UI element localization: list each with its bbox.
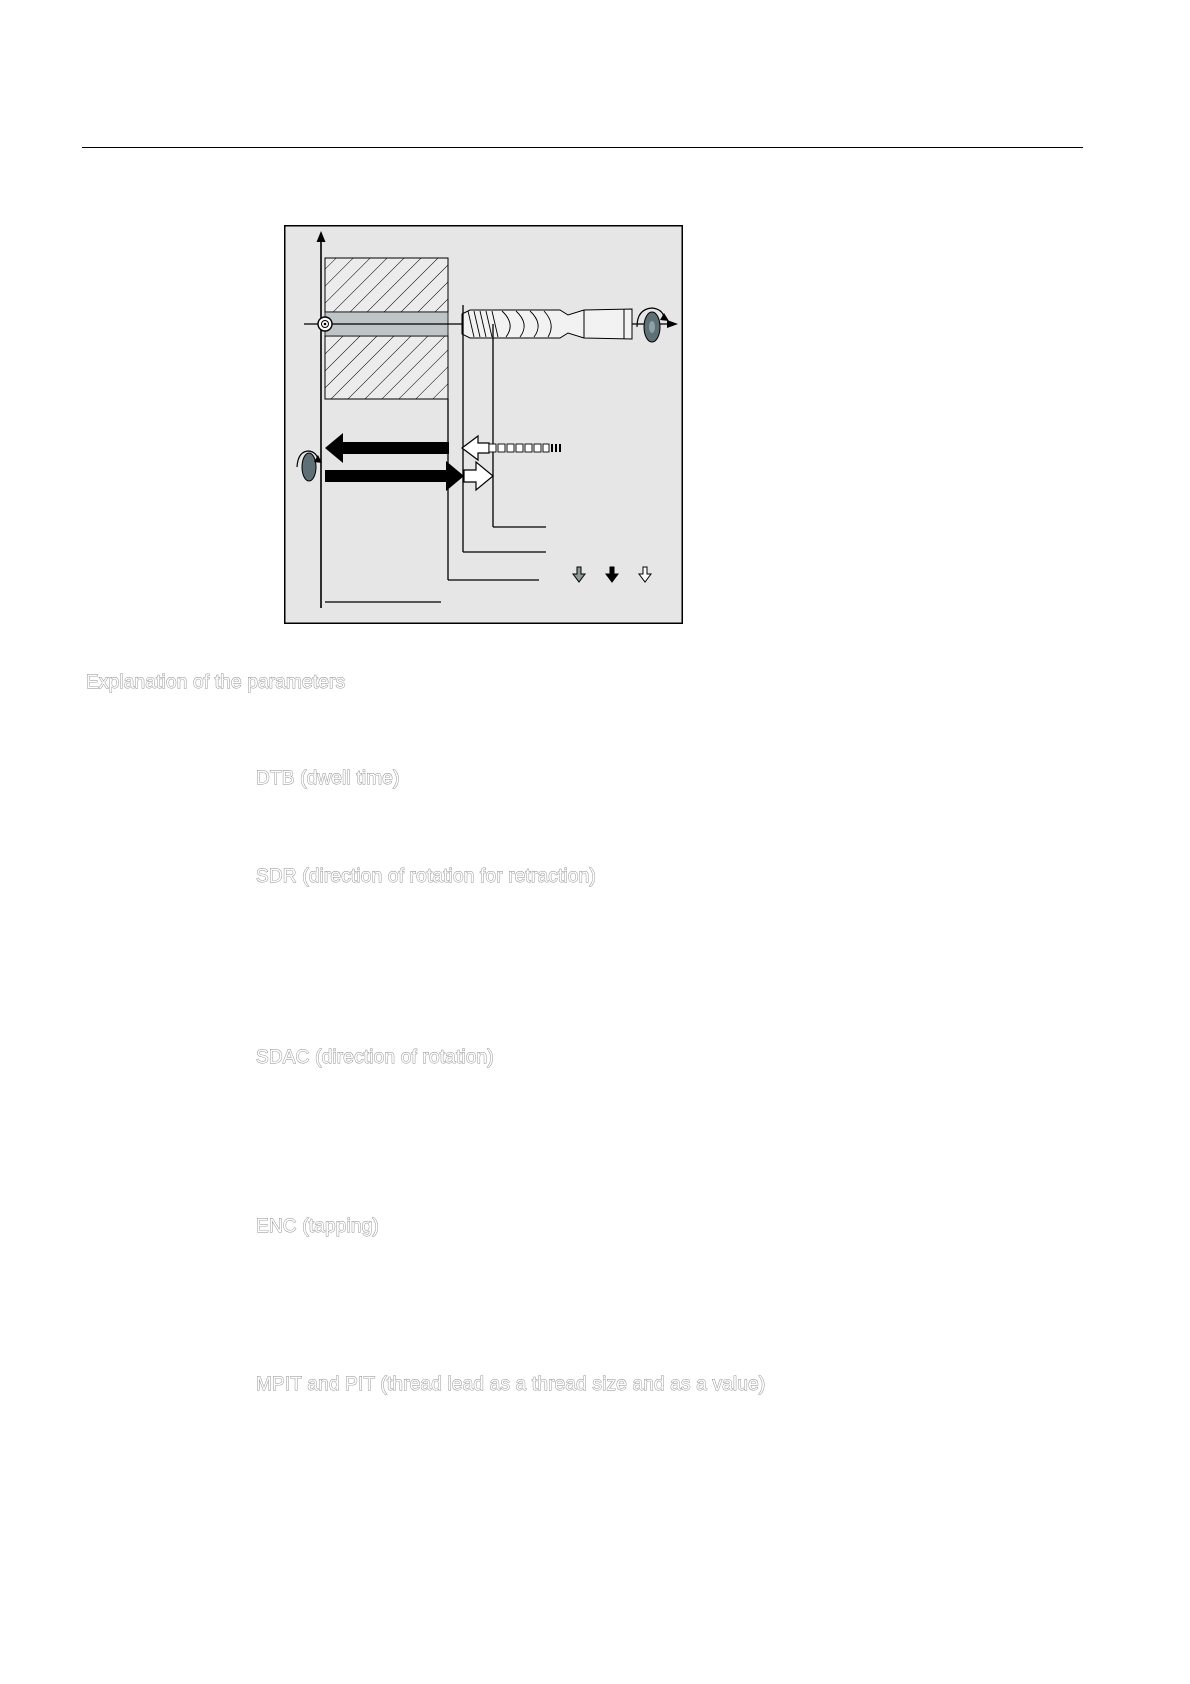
param-mpit-pit: MPIT and PIT (thread lead as a thread size and as a value)	[256, 1374, 766, 1395]
tap-tool	[462, 309, 632, 339]
param-dtb: DTB (dwell time)	[256, 768, 400, 789]
workpiece	[325, 258, 448, 399]
section-heading: Explanation of the parameters	[86, 672, 346, 693]
origin-icon	[318, 317, 332, 331]
param-sdr: SDR (direction of rotation for retraction)	[256, 866, 596, 887]
header-rule	[82, 147, 1083, 148]
param-sdac: SDAC (direction of rotation)	[256, 1047, 494, 1068]
tapping-cycle-figure	[284, 225, 683, 624]
param-enc: ENC (tapping)	[256, 1216, 379, 1237]
